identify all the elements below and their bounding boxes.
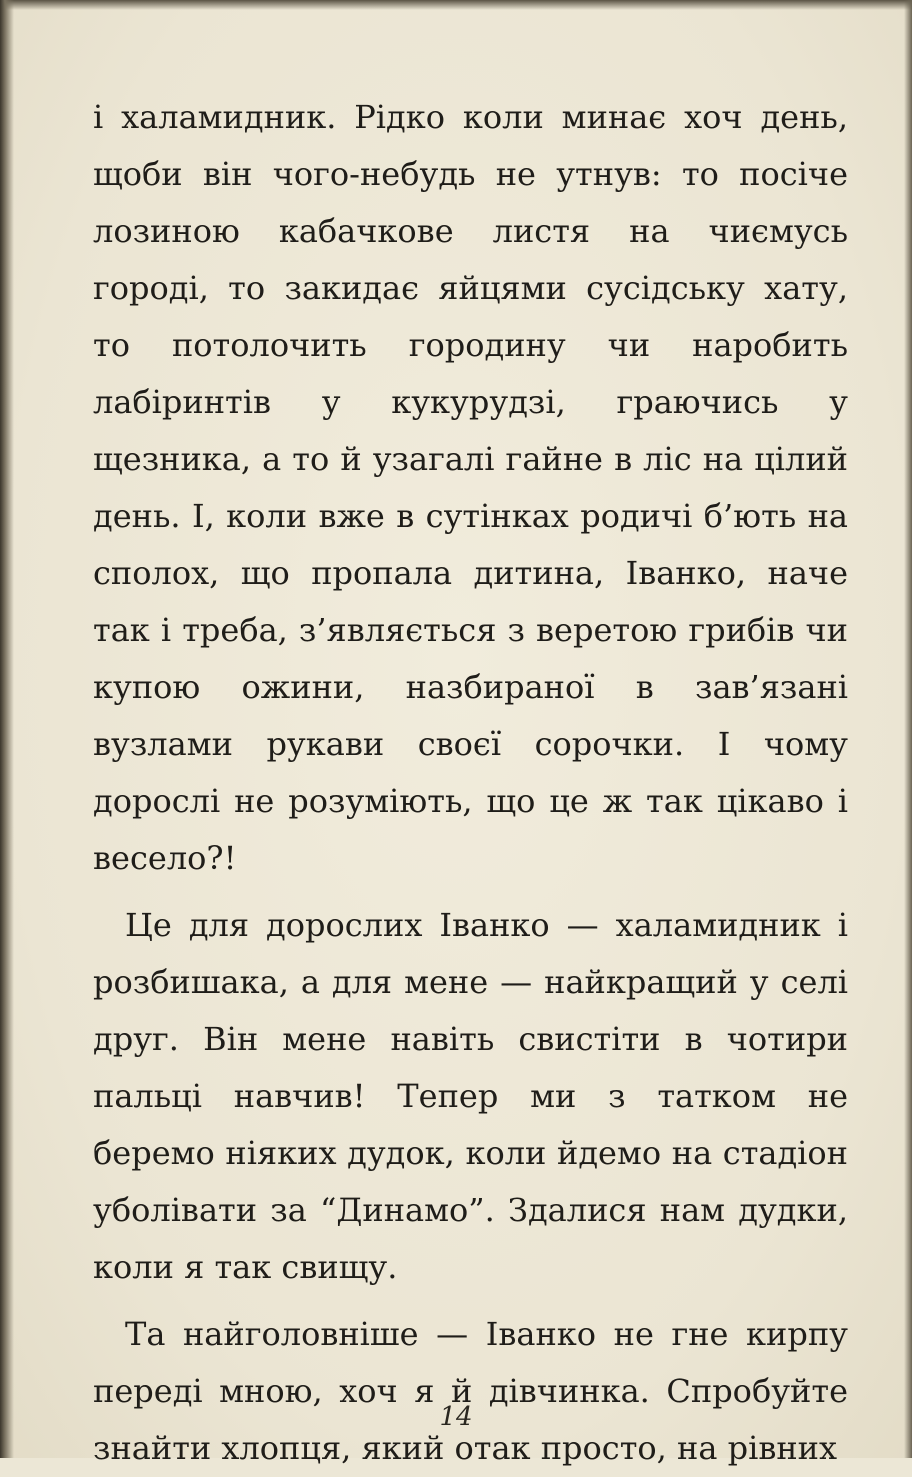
page-right-edge	[904, 0, 912, 1458]
paragraph: Це для дорослих Іванко — халамидник і розбишака, а для мене — найкращий у селі друг. Він мене навіть свистіти в чотири пальці навчив! Тепер ми з татком не беремо ніяких дудок, коли йдемо на стадіон уболівати за “Динамо”. Здалися нам дудки, коли я так свищу.	[93, 906, 848, 1286]
body-text	[93, 89, 848, 1477]
page-number: 14	[439, 1402, 473, 1432]
paragraph: Та найголовніше — Іванко не гне кирпу переді мною, хоч я й дівчинка. Спробуйте знайти хлопця, який отак просто, на рівних	[93, 1315, 848, 1467]
page-left-edge	[0, 0, 14, 1458]
page-top-edge	[0, 0, 912, 10]
paragraph-continued: і халамидник. Рідко коли минає хоч день, щоби він чого-небудь не утнув: то посіче лозиною кабачкове листя на чиємусь городі, то закидає яйцями сусідську хату, то потолочить городину чи наробить лабіринтів у кукурудзі, граючись у щезника, а то й узагалі гайне в ліс на цілий день. І, коли вже в сутінках родичі б’ють на сполох, що пропала дитина, Іванко, наче так і треба, з’являється з веретою грибів чи купою ожини, назбираної в зав’язані вузлами рукави своєї сорочки. І чому дорослі не розуміють, що це ж так цікаво і весело?!	[93, 98, 848, 877]
